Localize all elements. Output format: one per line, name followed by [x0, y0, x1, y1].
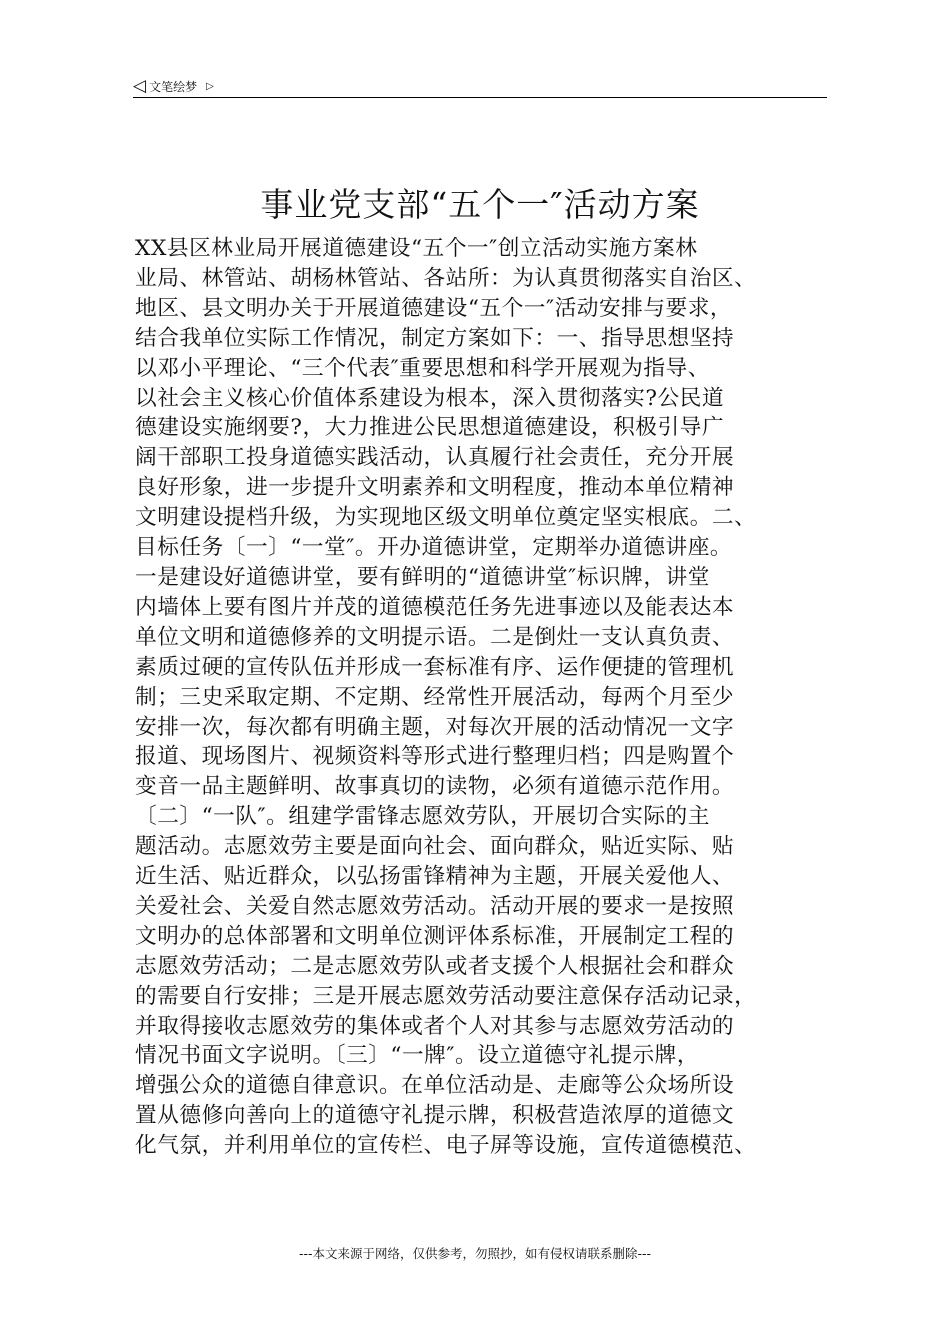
body-line: 素质过硬的宣传队伍并形成一套标准有序、运作便捷的管理机 [135, 654, 735, 680]
body-line: 一是建设好道德讲堂，要有鲜明的“道德讲堂″标识牌，讲堂 [135, 564, 710, 590]
body-line: 地区、县文明办关于开展道德建设“五个一″活动安排与要求， [135, 295, 733, 321]
body-line: 单位文明和道德修养的文明提示语。二是倒灶一支认真负责、 [135, 624, 735, 650]
body-line: 安排一次，每次都有明确主题，对每次开展的活动情况一文字 [135, 714, 735, 740]
document-title: 事业党支部“五个一″活动方案 [260, 185, 700, 224]
header-brand: 文笔绘梦 [149, 79, 198, 94]
page-header [133, 74, 827, 98]
body-line: 目标任务〔一〕“一堂″。开办道德讲堂，定期举办道德讲座。 [135, 535, 733, 561]
document-body [135, 234, 835, 1161]
body-line: 变音一品主题鲜明、故事真切的读物，必须有道德示范作用。 [135, 774, 735, 800]
body-line: 以社会主义核心价值体系建设为根本，深入贯彻落实?公民道 [135, 385, 725, 411]
body-line: 以邓小平理论、“三个代表″重要思想和科学开展观为指导、 [135, 355, 710, 381]
body-line: 的需要自行安排；三是开展志愿效劳活动要注意保存活动记录， [135, 983, 757, 1009]
body-line: 报道、现场图片、视频资料等形式进行整理归档；四是购置个 [135, 744, 735, 770]
body-line: 阔干部职工投身道德实践活动，认真履行社会责任，充分开展 [135, 445, 735, 471]
body-line: 德建设实施纲要?，大力推进公民思想道德建设，积极引导广 [135, 415, 725, 441]
body-line: 情况书面文字说明。〔三〕“一牌″。设立道德守礼提示牌， [135, 1043, 700, 1069]
body-line: 并取得接收志愿效劳的集体或者个人对其参与志愿效劳活动的 [135, 1013, 735, 1039]
body-line: 制；三史采取定期、不定期、经常性开展活动，每两个月至少 [135, 684, 735, 710]
body-line: 化气氛，并利用单位的宣传栏、电子屏等设施，宣传道德模范、 [135, 1133, 757, 1159]
body-line: 志愿效劳活动；二是志愿效劳队或者支援个人根据社会和群众 [135, 953, 735, 979]
body-line: 文明建设提档升级，为实现地区级文明单位奠定坚实根底。二、 [135, 505, 757, 531]
body-line: 题活动。志愿效劳主要是面向社会、面向群众，贴近实际、贴 [135, 834, 735, 860]
header-divider [133, 97, 827, 98]
body-line: 置从德修向善向上的道德守礼提示牌，积极营造浓厚的道德文 [135, 1103, 735, 1129]
body-line: 文明办的总体部署和文明单位测评体系标准，开展制定工程的 [135, 923, 735, 949]
body-line: 结合我单位实际工作情况，制定方案如下：一、指导思想坚持 [135, 325, 735, 351]
body-line: 〔二〕“一队″。组建学雷锋志愿效劳队，开展切合实际的主 [135, 804, 710, 830]
body-line: 内墙体上要有图片并茂的道德模范任务先进事迹以及能表达本 [135, 594, 735, 620]
body-line: 近生活、贴近群众，以弘扬雷锋精神为主题，开展关爱他人、 [135, 864, 735, 890]
body-line: 增强公众的道德自律意识。在单位活动是、走廊等公众场所设 [135, 1073, 735, 1099]
left-triangle-icon: ◁ [133, 75, 147, 96]
right-triangle-icon: ▷ [206, 80, 214, 92]
body-line: 业局、林管站、胡杨林管站、各站所：为认真贯彻落实自治区、 [135, 265, 757, 291]
body-line: XX县区林业局开展道德建设“五个一″创立活动实施方案林 [135, 236, 698, 261]
body-line: 良好形象，进一步提升文明素养和文明程度，推动本单位精神 [135, 475, 735, 501]
body-line: 关爱社会、关爱自然志愿效劳活动。活动开展的要求一是按照 [135, 893, 735, 919]
page-footer: ---本文来源于网络，仅供参考，勿照抄，如有侵权请联系删除--- [298, 1246, 652, 1261]
